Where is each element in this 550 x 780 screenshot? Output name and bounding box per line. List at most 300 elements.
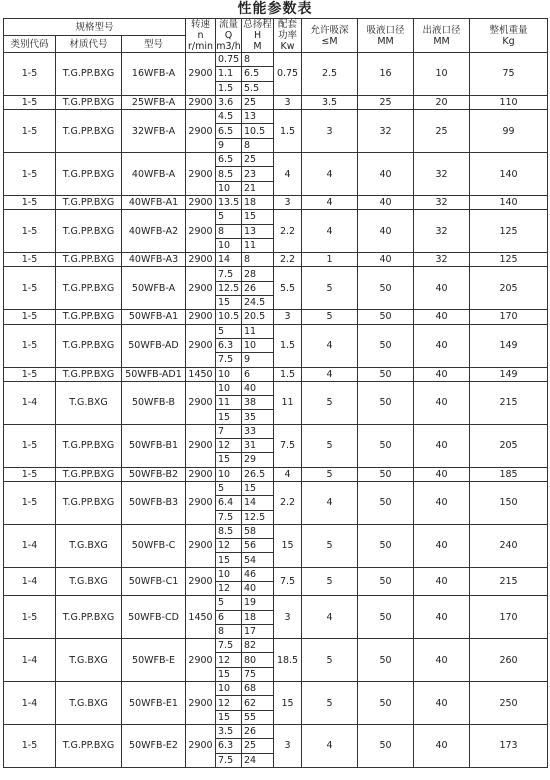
head-cell: 10 <box>242 338 274 352</box>
flow-cell: 7.5 <box>216 639 242 653</box>
suction-cell: 5 <box>302 310 358 324</box>
category-code-cell: 1-5 <box>4 53 56 96</box>
head-cell: 28 <box>242 267 274 281</box>
flow-cell: 13.5 <box>216 195 242 209</box>
header-suction: 允许吸深 ≤M <box>302 19 358 53</box>
head-cell: 54 <box>242 553 274 567</box>
speed-cell: 2900 <box>186 524 216 567</box>
flow-cell: 6.3 <box>216 338 242 352</box>
flow-cell: 8 <box>216 624 242 638</box>
material-code-cell: T.G.PP.BXG <box>56 210 122 253</box>
speed-cell: 2900 <box>186 195 216 209</box>
speed-cell: 2900 <box>186 324 216 367</box>
material-code-cell: T.G.PP.BXG <box>56 53 122 96</box>
material-code-cell: T.G.BXG <box>56 682 122 725</box>
model-cell: 50WFB-AD1 <box>122 367 186 381</box>
suction-cell: 5 <box>302 567 358 596</box>
outlet-cell: 32 <box>414 153 470 196</box>
header-power: 配套 功率 Kw <box>274 19 302 53</box>
speed-cell: 1450 <box>186 596 216 639</box>
category-code-cell: 1-5 <box>4 310 56 324</box>
category-code-cell: 1-5 <box>4 467 56 481</box>
head-cell: 17 <box>242 624 274 638</box>
outlet-cell: 40 <box>414 567 470 596</box>
power-cell: 5.5 <box>274 267 302 310</box>
head-cell: 8 <box>242 53 274 67</box>
material-code-cell: T.G.PP.BXG <box>56 481 122 524</box>
suction-cell: 1 <box>302 253 358 267</box>
table-row <box>4 467 548 481</box>
head-cell: 15 <box>242 481 274 495</box>
category-code-cell: 1-5 <box>4 267 56 310</box>
table-row <box>4 424 548 438</box>
flow-cell: 10 <box>216 682 242 696</box>
category-code-cell: 1-4 <box>4 381 56 424</box>
header-material-code: 材质代号 <box>56 36 122 53</box>
speed-cell: 2900 <box>186 682 216 725</box>
model-cell: 50WFB-A <box>122 267 186 310</box>
suction-cell: 4 <box>302 596 358 639</box>
head-cell: 6.5 <box>242 67 274 81</box>
head-cell: 26 <box>242 281 274 295</box>
outlet-cell: 40 <box>414 481 470 524</box>
material-code-cell: T.G.PP.BXG <box>56 267 122 310</box>
flow-cell: 4.5 <box>216 110 242 124</box>
table-row <box>4 195 548 209</box>
category-code-cell: 1-4 <box>4 567 56 596</box>
power-cell: 1.5 <box>274 367 302 381</box>
weight-cell: 173 <box>470 724 548 767</box>
power-cell: 3 <box>274 195 302 209</box>
material-code-cell: T.G.PP.BXG <box>56 253 122 267</box>
table-row <box>4 367 548 381</box>
head-cell: 12.5 <box>242 510 274 524</box>
header-spec-group: 规格型号 <box>4 19 186 36</box>
head-cell: 24 <box>242 753 274 767</box>
model-cell: 32WFB-A <box>122 110 186 153</box>
table-row <box>4 724 548 738</box>
suction-cell: 3.5 <box>302 95 358 109</box>
suction-cell: 5 <box>302 639 358 682</box>
power-cell: 15 <box>274 524 302 567</box>
table-row <box>4 524 548 538</box>
header-inlet: 吸液口径 MM <box>358 19 414 53</box>
category-code-cell: 1-5 <box>4 367 56 381</box>
speed-cell: 2900 <box>186 724 216 767</box>
flow-cell: 14 <box>216 253 242 267</box>
power-cell: 1.5 <box>274 324 302 367</box>
flow-cell: 8 <box>216 224 242 238</box>
model-cell: 50WFB-AD <box>122 324 186 367</box>
suction-cell: 4 <box>302 210 358 253</box>
inlet-cell: 50 <box>358 567 414 596</box>
suction-cell: 5 <box>302 467 358 481</box>
material-code-cell: T.G.PP.BXG <box>56 195 122 209</box>
category-code-cell: 1-5 <box>4 153 56 196</box>
model-cell: 25WFB-A <box>122 95 186 109</box>
head-cell: 19 <box>242 596 274 610</box>
material-code-cell: T.G.PP.BXG <box>56 724 122 767</box>
inlet-cell: 50 <box>358 267 414 310</box>
speed-cell: 2900 <box>186 639 216 682</box>
header-weight: 整机重量 Kg <box>470 19 548 53</box>
model-cell: 50WFB-B <box>122 381 186 424</box>
head-cell: 20.5 <box>242 310 274 324</box>
material-code-cell: T.G.PP.BXG <box>56 367 122 381</box>
weight-cell: 125 <box>470 253 548 267</box>
inlet-cell: 16 <box>358 53 414 96</box>
head-cell: 24.5 <box>242 296 274 310</box>
speed-cell: 2900 <box>186 210 216 253</box>
suction-cell: 4 <box>302 324 358 367</box>
table-row <box>4 110 548 124</box>
table-row <box>4 324 548 338</box>
table-row <box>4 253 548 267</box>
flow-cell: 6.4 <box>216 496 242 510</box>
material-code-cell: T.G.BXG <box>56 567 122 596</box>
flow-cell: 15 <box>216 553 242 567</box>
model-cell: 50WFB-E1 <box>122 682 186 725</box>
head-cell: 10.5 <box>242 124 274 138</box>
outlet-cell: 40 <box>414 524 470 567</box>
suction-cell: 4 <box>302 724 358 767</box>
flow-cell: 3.5 <box>216 724 242 738</box>
speed-cell: 2900 <box>186 381 216 424</box>
table-row <box>4 481 548 495</box>
suction-cell: 4 <box>302 481 358 524</box>
material-code-cell: T.G.PP.BXG <box>56 324 122 367</box>
suction-cell: 5 <box>302 424 358 467</box>
material-code-cell: T.G.BXG <box>56 639 122 682</box>
speed-cell: 2900 <box>186 267 216 310</box>
material-code-cell: T.G.BXG <box>56 381 122 424</box>
inlet-cell: 50 <box>358 381 414 424</box>
model-cell: 50WFB-CD <box>122 596 186 639</box>
head-cell: 40 <box>242 381 274 395</box>
category-code-cell: 1-5 <box>4 95 56 109</box>
material-code-cell: T.G.PP.BXG <box>56 424 122 467</box>
power-cell: 4 <box>274 153 302 196</box>
table-row <box>4 639 548 653</box>
flow-cell: 7.5 <box>216 753 242 767</box>
speed-cell: 2900 <box>186 310 216 324</box>
weight-cell: 215 <box>470 381 548 424</box>
head-cell: 11 <box>242 324 274 338</box>
header-outlet: 出液口径 MM <box>414 19 470 53</box>
material-code-cell: T.G.PP.BXG <box>56 596 122 639</box>
flow-cell: 6.3 <box>216 739 242 753</box>
flow-cell: 15 <box>216 410 242 424</box>
head-cell: 80 <box>242 653 274 667</box>
speed-cell: 2900 <box>186 153 216 196</box>
head-cell: 18 <box>242 195 274 209</box>
head-cell: 5.5 <box>242 81 274 95</box>
suction-cell: 3 <box>302 110 358 153</box>
flow-cell: 7.5 <box>216 510 242 524</box>
flow-cell: 10 <box>216 367 242 381</box>
category-code-cell: 1-5 <box>4 210 56 253</box>
category-code-cell: 1-5 <box>4 424 56 467</box>
power-cell: 1.5 <box>274 110 302 153</box>
flow-cell: 11 <box>216 396 242 410</box>
category-code-cell: 1-5 <box>4 481 56 524</box>
speed-cell: 2900 <box>186 53 216 96</box>
power-cell: 4 <box>274 467 302 481</box>
model-cell: 40WFB-A2 <box>122 210 186 253</box>
flow-cell: 12 <box>216 439 242 453</box>
inlet-cell: 50 <box>358 596 414 639</box>
speed-cell: 1450 <box>186 367 216 381</box>
head-cell: 56 <box>242 539 274 553</box>
flow-cell: 3.6 <box>216 95 242 109</box>
weight-cell: 240 <box>470 524 548 567</box>
model-cell: 50WFB-B1 <box>122 424 186 467</box>
flow-cell: 9 <box>216 138 242 152</box>
inlet-cell: 40 <box>358 153 414 196</box>
outlet-cell: 40 <box>414 310 470 324</box>
head-cell: 68 <box>242 682 274 696</box>
head-cell: 13 <box>242 110 274 124</box>
head-cell: 29 <box>242 453 274 467</box>
model-cell: 16WFB-A <box>122 53 186 96</box>
header-row-1 <box>4 19 548 36</box>
weight-cell: 140 <box>470 195 548 209</box>
head-cell: 26.5 <box>242 467 274 481</box>
inlet-cell: 50 <box>358 639 414 682</box>
suction-cell: 4 <box>302 153 358 196</box>
material-code-cell: T.G.PP.BXG <box>56 310 122 324</box>
category-code-cell: 1-5 <box>4 596 56 639</box>
suction-cell: 4 <box>302 367 358 381</box>
suction-cell: 5 <box>302 682 358 725</box>
head-cell: 62 <box>242 696 274 710</box>
flow-cell: 10 <box>216 181 242 195</box>
speed-cell: 2900 <box>186 467 216 481</box>
head-cell: 18 <box>242 610 274 624</box>
inlet-cell: 40 <box>358 210 414 253</box>
inlet-cell: 40 <box>358 195 414 209</box>
outlet-cell: 25 <box>414 110 470 153</box>
category-code-cell: 1-5 <box>4 195 56 209</box>
category-code-cell: 1-5 <box>4 253 56 267</box>
material-code-cell: T.G.PP.BXG <box>56 95 122 109</box>
model-cell: 50WFB-E2 <box>122 724 186 767</box>
flow-cell: 8.5 <box>216 167 242 181</box>
flow-cell: 10 <box>216 381 242 395</box>
power-cell: 3 <box>274 310 302 324</box>
weight-cell: 170 <box>470 310 548 324</box>
weight-cell: 250 <box>470 682 548 725</box>
flow-cell: 7.5 <box>216 267 242 281</box>
flow-cell: 8.5 <box>216 524 242 538</box>
flow-cell: 12 <box>216 539 242 553</box>
outlet-cell: 20 <box>414 95 470 109</box>
head-cell: 25 <box>242 95 274 109</box>
speed-cell: 2900 <box>186 110 216 153</box>
model-cell: 50WFB-B3 <box>122 481 186 524</box>
material-code-cell: T.G.BXG <box>56 524 122 567</box>
model-cell: 50WFB-B2 <box>122 467 186 481</box>
head-cell: 9 <box>242 353 274 367</box>
weight-cell: 149 <box>470 324 548 367</box>
weight-cell: 215 <box>470 567 548 596</box>
suction-cell: 4 <box>302 195 358 209</box>
head-cell: 75 <box>242 667 274 681</box>
head-cell: 31 <box>242 439 274 453</box>
head-cell: 40 <box>242 581 274 595</box>
flow-cell: 15 <box>216 296 242 310</box>
inlet-cell: 40 <box>358 253 414 267</box>
flow-cell: 1.5 <box>216 81 242 95</box>
weight-cell: 185 <box>470 467 548 481</box>
head-cell: 6 <box>242 367 274 381</box>
weight-cell: 140 <box>470 153 548 196</box>
outlet-cell: 32 <box>414 210 470 253</box>
flow-cell: 5 <box>216 596 242 610</box>
power-cell: 2.2 <box>274 210 302 253</box>
weight-cell: 75 <box>470 53 548 96</box>
table-row <box>4 210 548 224</box>
flow-cell: 5 <box>216 481 242 495</box>
inlet-cell: 25 <box>358 95 414 109</box>
weight-cell: 205 <box>470 267 548 310</box>
weight-cell: 125 <box>470 210 548 253</box>
head-cell: 33 <box>242 424 274 438</box>
outlet-cell: 32 <box>414 195 470 209</box>
outlet-cell: 10 <box>414 53 470 96</box>
flow-cell: 15 <box>216 710 242 724</box>
power-cell: 2.2 <box>274 253 302 267</box>
performance-parameter-table <box>3 18 548 768</box>
flow-cell: 6.5 <box>216 124 242 138</box>
head-cell: 14 <box>242 496 274 510</box>
inlet-cell: 50 <box>358 310 414 324</box>
power-cell: 18.5 <box>274 639 302 682</box>
inlet-cell: 50 <box>358 724 414 767</box>
category-code-cell: 1-5 <box>4 324 56 367</box>
head-cell: 23 <box>242 167 274 181</box>
outlet-cell: 40 <box>414 724 470 767</box>
weight-cell: 149 <box>470 367 548 381</box>
flow-cell: 10.5 <box>216 310 242 324</box>
flow-cell: 10 <box>216 238 242 252</box>
inlet-cell: 50 <box>358 424 414 467</box>
table-row <box>4 95 548 109</box>
outlet-cell: 40 <box>414 596 470 639</box>
inlet-cell: 50 <box>358 481 414 524</box>
flow-cell: 12 <box>216 696 242 710</box>
outlet-cell: 40 <box>414 381 470 424</box>
outlet-cell: 40 <box>414 324 470 367</box>
head-cell: 25 <box>242 153 274 167</box>
category-code-cell: 1-4 <box>4 682 56 725</box>
table-row <box>4 596 548 610</box>
speed-cell: 2900 <box>186 424 216 467</box>
head-cell: 13 <box>242 224 274 238</box>
power-cell: 7.5 <box>274 567 302 596</box>
flow-cell: 10 <box>216 567 242 581</box>
material-code-cell: T.G.PP.BXG <box>56 153 122 196</box>
suction-cell: 5 <box>302 524 358 567</box>
speed-cell: 2900 <box>186 95 216 109</box>
flow-cell: 12 <box>216 653 242 667</box>
table-row <box>4 567 548 581</box>
table-row <box>4 381 548 395</box>
head-cell: 46 <box>242 567 274 581</box>
speed-cell: 2900 <box>186 481 216 524</box>
speed-cell: 2900 <box>186 567 216 596</box>
flow-cell: 1.1 <box>216 67 242 81</box>
head-cell: 26 <box>242 724 274 738</box>
head-cell: 25 <box>242 739 274 753</box>
inlet-cell: 50 <box>358 467 414 481</box>
inlet-cell: 50 <box>358 524 414 567</box>
suction-cell: 5 <box>302 267 358 310</box>
inlet-cell: 50 <box>358 367 414 381</box>
category-code-cell: 1-4 <box>4 524 56 567</box>
head-cell: 58 <box>242 524 274 538</box>
model-cell: 50WFB-C1 <box>122 567 186 596</box>
model-cell: 50WFB-C <box>122 524 186 567</box>
header-head: 总扬程 H M <box>243 19 272 52</box>
flow-cell: 10 <box>216 467 242 481</box>
outlet-cell: 40 <box>414 639 470 682</box>
head-cell: 55 <box>242 710 274 724</box>
category-code-cell: 1-5 <box>4 724 56 767</box>
weight-cell: 110 <box>470 95 548 109</box>
flow-cell: 6.5 <box>216 153 242 167</box>
weight-cell: 150 <box>470 481 548 524</box>
power-cell: 3 <box>274 95 302 109</box>
head-cell: 38 <box>242 396 274 410</box>
flow-cell: 15 <box>216 453 242 467</box>
table-row <box>4 153 548 167</box>
model-cell: 40WFB-A3 <box>122 253 186 267</box>
power-cell: 3 <box>274 724 302 767</box>
flow-cell: 5 <box>216 324 242 338</box>
model-cell: 50WFB-E <box>122 639 186 682</box>
weight-cell: 99 <box>470 110 548 153</box>
head-cell: 8 <box>242 253 274 267</box>
header-category-code: 类别代码 <box>4 36 56 53</box>
power-cell: 0.75 <box>274 53 302 96</box>
table-row <box>4 310 548 324</box>
head-cell: 15 <box>242 210 274 224</box>
power-cell: 7.5 <box>274 424 302 467</box>
power-cell: 2.2 <box>274 481 302 524</box>
category-code-cell: 1-4 <box>4 639 56 682</box>
power-cell: 3 <box>274 596 302 639</box>
flow-cell: 12.5 <box>216 281 242 295</box>
material-code-cell: T.G.PP.BXG <box>56 110 122 153</box>
flow-cell: 12 <box>216 581 242 595</box>
table-row <box>4 267 548 281</box>
table-body <box>4 53 548 768</box>
head-cell: 35 <box>242 410 274 424</box>
speed-cell: 2900 <box>186 253 216 267</box>
inlet-cell: 50 <box>358 682 414 725</box>
flow-cell: 15 <box>216 667 242 681</box>
power-cell: 15 <box>274 682 302 725</box>
flow-cell: 7.5 <box>216 353 242 367</box>
table-row <box>4 53 548 67</box>
header-flow: 流量 Q m3/h <box>216 19 241 52</box>
table-row <box>4 682 548 696</box>
outlet-cell: 40 <box>414 424 470 467</box>
flow-cell: 7 <box>216 424 242 438</box>
material-code-cell: T.G.PP.BXG <box>56 467 122 481</box>
model-cell: 40WFB-A1 <box>122 195 186 209</box>
